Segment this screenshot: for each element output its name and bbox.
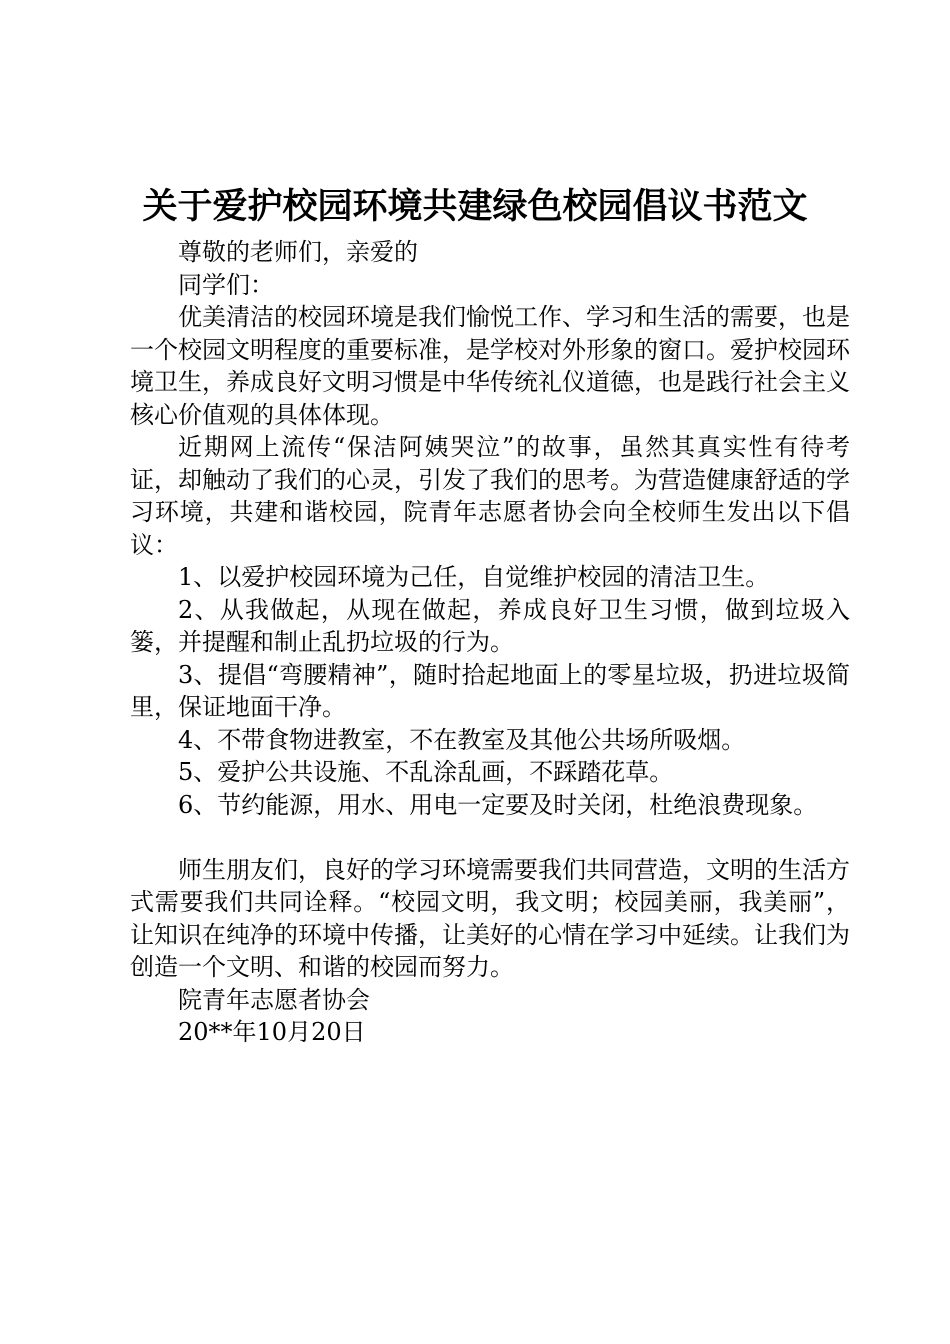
signature: 院青年志愿者协会 bbox=[178, 985, 370, 1014]
paragraph-intro: 优美清洁的校园环境是我们愉悦工作、学习和生活的需要，也是一个校园文明程度的重要标准，是学校对外形象的窗口。爱护校园环境卫生，养成良好文明习惯是中华传统礼仪道德，也是践行社会主义核心价值观的具体体现。 bbox=[130, 303, 850, 429]
blank-line bbox=[130, 821, 850, 854]
salutation-line-1: 尊敬的老师们，亲爱的 bbox=[178, 238, 418, 266]
proposal-item-3: 3、提倡“弯腰精神”，随时拾起地面上的零星垃圾，扔进垃圾简里，保证地面干净。 bbox=[130, 660, 850, 721]
proposal-item-6: 6、节约能源，用水、用电一定要及时关闭，杜绝浪费现象。 bbox=[178, 790, 818, 819]
paragraph-closing: 师生朋友们，良好的学习环境需要我们共同营造，文明的生活方式需要我们共同诠释。“校园文明，我文明；校园美丽，我美丽”，让知识在纯净的环境中传播，让美好的心情在学习中延续。让我们为创造一个文明、和谐的校园而努力。 bbox=[130, 855, 850, 981]
document-body bbox=[130, 236, 850, 1049]
proposal-item-2: 2、从我做起，从现在做起，养成良好卫生习惯，做到垃圾入篓，并提醒和制止乱扔垃圾的行为。 bbox=[130, 595, 850, 656]
proposal-item-1: 1、以爱护校园环境为己任，自觉维护校园的清洁卫生。 bbox=[178, 563, 770, 591]
proposal-item-5: 5、爱护公共设施、不乱涂乱画，不踩踏花草。 bbox=[178, 758, 674, 786]
paragraph-background: 近期网上流传“保洁阿姨哭泣”的故事，虽然其真实性有待考证，却触动了我们的心灵，引发了我们的思考。为营造健康舒适的学习环境，共建和谐校园，院青年志愿者协会向全校师生发出以下倡议： bbox=[130, 433, 850, 559]
document-title: 关于爱护校园环境共建绿色校园倡议书范文 bbox=[142, 186, 808, 227]
proposal-item-4: 4、不带食物进教室，不在教室及其他公共场所吸烟。 bbox=[178, 725, 746, 754]
salutation-line-2: 同学们： bbox=[178, 270, 274, 299]
date: 20**年10月20日 bbox=[178, 1018, 366, 1046]
